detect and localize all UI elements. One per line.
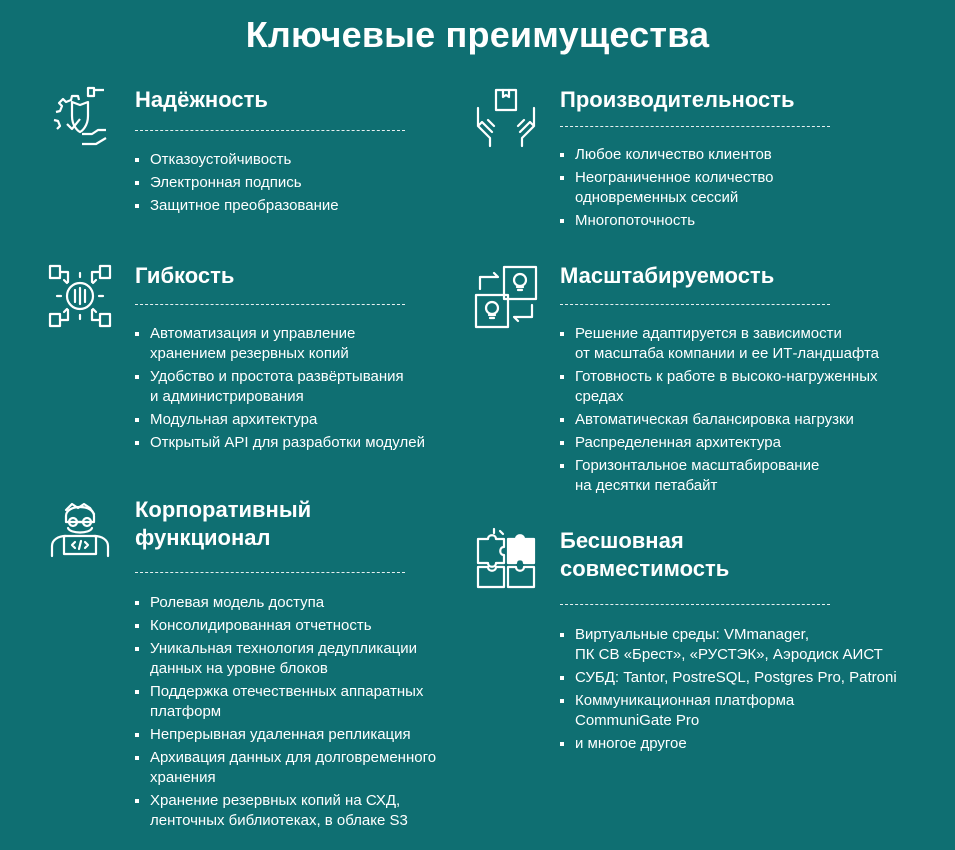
list-item bbox=[560, 145, 950, 165]
gear-sliders-icon bbox=[48, 264, 112, 328]
puzzle-icon bbox=[474, 527, 538, 591]
list-item: Многопоточность bbox=[560, 211, 950, 231]
list-item: Отказоустойчивость bbox=[135, 150, 455, 170]
list-item: Удобство и простота развёртывания и администрирования bbox=[135, 367, 475, 407]
list-item: СУБД: Tantor, PostreSQL, Postgres Pro, Patroni bbox=[560, 668, 950, 688]
list-item: Модульная архитектура bbox=[135, 410, 475, 430]
bulb-exchange-icon bbox=[474, 265, 538, 329]
section-divider bbox=[560, 126, 830, 127]
list-item: Готовность к работе в высоко-нагруженных средах bbox=[560, 367, 950, 407]
section-title-compatibility: Бесшовная совместимость bbox=[560, 528, 730, 581]
list-item: Защитное преобразование bbox=[135, 196, 455, 216]
hands-box-icon bbox=[474, 86, 538, 150]
section-divider bbox=[560, 304, 830, 305]
section-divider bbox=[135, 130, 405, 131]
section-title-scalability: Масштабируемость bbox=[560, 263, 775, 288]
section-title-performance: Производительность bbox=[560, 87, 795, 112]
list-item: Неограниченное количество одновременных сессий bbox=[560, 168, 950, 208]
list-item: Открытый API для разработки модулей bbox=[135, 433, 475, 453]
list-corporate bbox=[135, 593, 485, 834]
list-scalability bbox=[560, 324, 950, 499]
shield-gear-icon bbox=[48, 86, 112, 150]
list-performance bbox=[560, 145, 950, 234]
list-item: Коммуникационная платформа CommuniGate Pro bbox=[560, 691, 950, 731]
list-item-text: Любое количество клиентов bbox=[575, 146, 772, 163]
section-title-flexibility: Гибкость bbox=[135, 263, 235, 288]
list-item: Решение адаптируется в зависимости от масштаба компании и ее ИТ-ландшафта bbox=[560, 324, 950, 364]
list-item: Виртуальные среды: VMmanager, ПК СВ «Брест», «РУСТЭК», Аэродиск АИСТ bbox=[560, 625, 950, 665]
section-divider bbox=[560, 604, 830, 605]
page-title: Ключевые преимущества bbox=[245, 14, 710, 55]
list-item: Консолидированная отчетность bbox=[135, 616, 485, 636]
list-item: Автоматическая балансировка нагрузки bbox=[560, 410, 950, 430]
list-reliability bbox=[135, 150, 455, 219]
section-title-reliability: Надёжность bbox=[135, 87, 268, 112]
list-item: Автоматизация и управление хранением резервных копий bbox=[135, 324, 475, 364]
list-item: Горизонтальное масштабирование на десятки петабайт bbox=[560, 456, 950, 496]
list-item: Уникальная технология дедупликации данных на уровне блоков bbox=[135, 639, 485, 679]
list-item: Архивация данных для долговременного хранения bbox=[135, 748, 485, 788]
list-item: Электронная подпись bbox=[135, 173, 455, 193]
list-item: Распределенная архитектура bbox=[560, 433, 950, 453]
developer-laptop-icon bbox=[48, 494, 112, 558]
list-item: Непрерывная удаленная репликация bbox=[135, 725, 485, 745]
list-compatibility bbox=[560, 625, 950, 757]
section-title-corporate: Корпоративный функционал bbox=[135, 497, 312, 550]
list-item: Поддержка отечественных аппаратных платформ bbox=[135, 682, 485, 722]
list-item: и многое другое bbox=[560, 734, 950, 754]
section-divider bbox=[135, 572, 405, 573]
list-item: Хранение резервных копий на СХД, ленточных библиотеках, в облаке S3 bbox=[135, 791, 485, 831]
list-flexibility bbox=[135, 324, 475, 456]
list-item: Ролевая модель доступа bbox=[135, 593, 485, 613]
section-divider bbox=[135, 304, 405, 305]
